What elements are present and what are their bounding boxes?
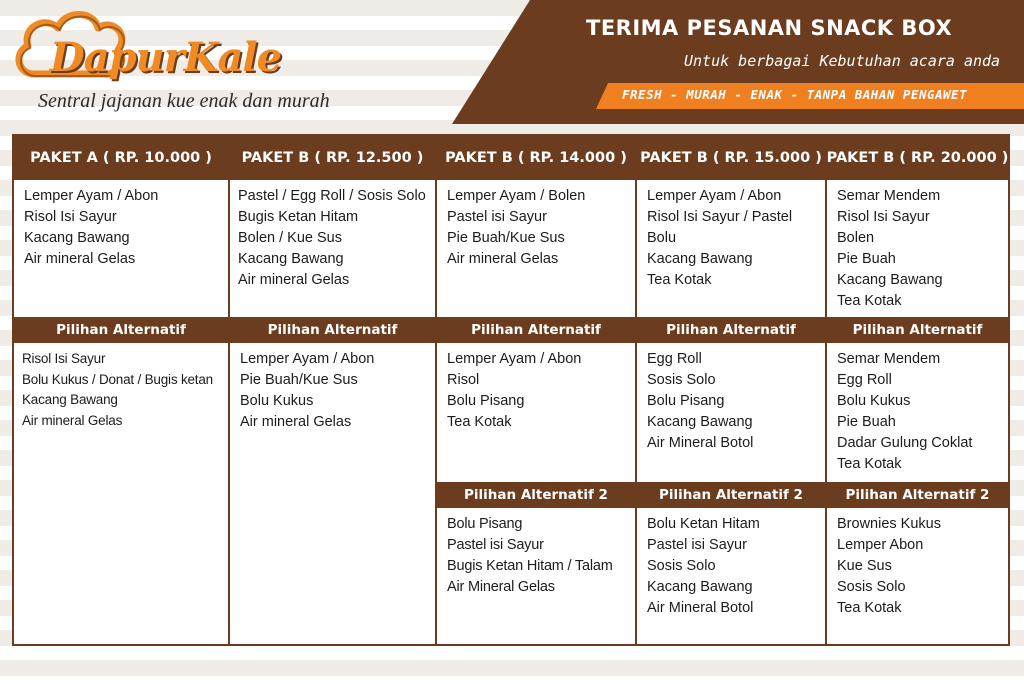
alternative-items: [827, 343, 1008, 475]
list-item: Bolen / Kue Sus: [238, 230, 342, 246]
list-item: Tea Kotak: [647, 272, 712, 288]
list-item: Air mineral Gelas: [238, 272, 350, 288]
list-item: Pie Buah: [837, 414, 896, 430]
list-item: Lemper Ayam / Abon: [24, 188, 159, 204]
list-item: Pastel isi Sayur: [447, 537, 544, 553]
list-item: Bolu Pisang: [647, 393, 725, 409]
list-item: Air Mineral Botol: [647, 600, 754, 616]
package-header: PAKET A ( RP. 10.000 ): [14, 136, 228, 180]
list-item: Lemper Ayam / Bolen: [447, 188, 586, 204]
list-item: Kacang Bawang: [238, 251, 344, 267]
header: [0, 0, 1024, 124]
page-subtitle: Untuk berbagai Kebutuhan acara anda: [684, 52, 1001, 70]
list-item: Risol Isi Sayur: [837, 209, 930, 225]
list-item: Air mineral Gelas: [24, 251, 136, 267]
package-header: PAKET B ( RP. 14.000 ): [437, 136, 635, 180]
list-item: Sosis Solo: [647, 558, 716, 574]
list-item: Kacang Bawang: [837, 272, 943, 288]
alternative-header: Pilihan Alternatif: [230, 317, 435, 343]
package-items: [14, 180, 228, 270]
alternative-header: Pilihan Alternatif: [637, 317, 825, 343]
package-column: [14, 136, 230, 644]
list-item: Air mineral Gelas: [240, 414, 352, 430]
alternative-2-items: [637, 508, 825, 619]
alternative-items: [637, 343, 825, 454]
package-items: [230, 180, 435, 291]
list-item: Pie Buah: [837, 251, 896, 267]
list-item: Tea Kotak: [447, 414, 512, 430]
list-item: Risol Isi Sayur: [24, 209, 117, 225]
list-item: Bolu: [647, 230, 677, 246]
package-items: [437, 180, 635, 270]
alternative-header: Pilihan Alternatif: [14, 317, 228, 343]
list-item: Risol Isi Sayur / Pastel: [647, 209, 793, 225]
alternative-2-header: Pilihan Alternatif 2: [637, 482, 825, 508]
list-item: Pie Buah/Kue Sus: [240, 372, 358, 388]
alternative-2-header: Pilihan Alternatif 2: [827, 482, 1008, 508]
page-title: TERIMA PESANAN SNACK BOX: [586, 16, 953, 40]
alternative-2-items: [827, 508, 1008, 619]
list-item: Tea Kotak: [837, 456, 902, 472]
list-item: Kacang Bawang: [647, 579, 753, 595]
list-item: Bolu Ketan Hitam: [647, 516, 760, 532]
list-item: Pastel isi Sayur: [647, 537, 747, 553]
list-item: Air Mineral Gelas: [447, 579, 555, 595]
list-item: Egg Roll: [837, 372, 892, 388]
alternative-items: [230, 343, 435, 433]
list-item: Risol Isi Sayur: [22, 351, 106, 366]
list-item: Air mineral Gelas: [22, 412, 123, 428]
package-column: [637, 136, 827, 644]
package-header: PAKET B ( RP. 20.000 ): [827, 136, 1008, 180]
list-item: Lemper Ayam / Abon: [647, 188, 782, 204]
list-item: Semar Mendem: [837, 188, 941, 204]
alternative-items: [14, 343, 228, 431]
package-column: [437, 136, 637, 644]
alternative-header: Pilihan Alternatif: [437, 317, 635, 343]
list-item: Air Mineral Botol: [647, 435, 754, 451]
list-item: Kacang Bawang: [24, 230, 130, 246]
alternative-2-header: Pilihan Alternatif 2: [437, 482, 635, 508]
list-item: Kacang Bawang: [647, 251, 753, 267]
list-item: Bolu Kukus: [240, 393, 314, 409]
package-table: [12, 134, 1010, 646]
list-item: Lemper Abon: [837, 537, 924, 553]
list-item: Pastel / Egg Roll / Sosis Solo: [238, 188, 426, 204]
alternative-items: [437, 343, 635, 433]
list-item: Bolu Kukus: [837, 393, 911, 409]
list-item: Semar Mendem: [837, 351, 941, 367]
list-item: Egg Roll: [647, 351, 702, 367]
list-item: Pastel isi Sayur: [447, 209, 547, 225]
list-item: Risol: [447, 372, 480, 388]
list-item: Sosis Solo: [647, 372, 716, 388]
package-header: PAKET B ( RP. 12.500 ): [230, 136, 435, 180]
list-item: Kue Sus: [837, 558, 892, 574]
brand-name: DapurKale: [50, 34, 282, 81]
list-item: Bolu Pisang: [447, 393, 525, 409]
package-items: [827, 180, 1008, 312]
alternative-2-items: [437, 508, 635, 598]
list-item: Kacang Bawang: [647, 414, 753, 430]
package-items: [637, 180, 825, 291]
list-item: Tea Kotak: [837, 293, 902, 309]
list-item: Air mineral Gelas: [447, 251, 559, 267]
alternative-header: Pilihan Alternatif: [827, 317, 1008, 343]
list-item: Bolen: [837, 230, 875, 246]
list-item: Tea Kotak: [837, 600, 902, 616]
list-item: Pie Buah/Kue Sus: [447, 230, 565, 246]
package-column: [827, 136, 1008, 644]
list-item: Dadar Gulung Coklat: [837, 435, 973, 451]
package-column: [230, 136, 437, 644]
package-header: PAKET B ( RP. 15.000 ): [637, 136, 825, 180]
list-item: Brownies Kukus: [837, 516, 941, 532]
list-item: Bolu Kukus / Donat / Bugis ketan: [22, 371, 213, 387]
brand-tagline: Sentral jajanan kue enak dan murah: [38, 90, 330, 112]
list-item: Lemper Ayam / Abon: [240, 351, 375, 367]
list-item: Sosis Solo: [837, 579, 906, 595]
list-item: Lemper Ayam / Abon: [447, 351, 582, 367]
list-item: Kacang Bawang: [22, 392, 118, 407]
list-item: Bugis Ketan Hitam / Talam: [447, 558, 613, 574]
list-item: Bolu Pisang: [447, 516, 523, 532]
list-item: Bugis Ketan Hitam: [238, 209, 359, 225]
ribbon-text: FRESH - MURAH - ENAK - TANPA BAHAN PENGAWET: [622, 87, 968, 102]
